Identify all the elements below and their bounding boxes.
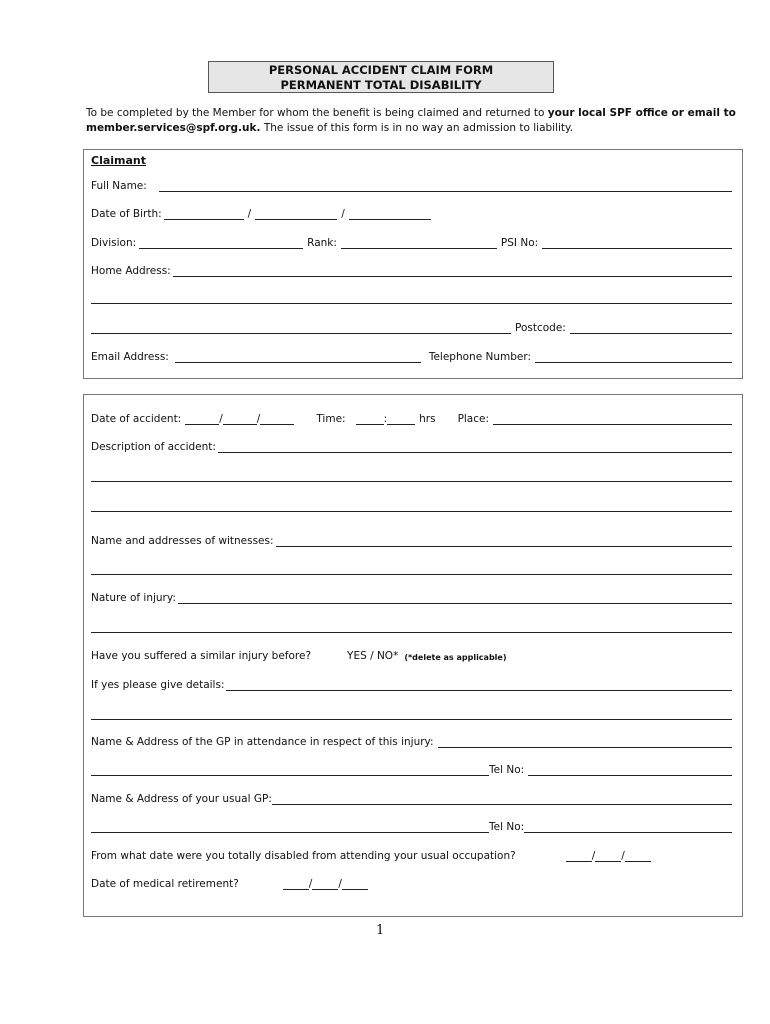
gp-attendance-tel-field[interactable] [528,764,732,776]
full-name-label: Full Name: [91,180,147,192]
email-field[interactable] [175,351,421,363]
home-address-field-3[interactable] [91,322,511,334]
gp-attendance-label: Name & Address of the GP in attendance in respect of this injury: [91,736,434,748]
accident-year-field[interactable] [260,413,294,425]
accident-month-field[interactable] [223,413,257,425]
dob-row [91,204,736,220]
disabled-slash-1: / [591,850,596,862]
disabled-from-row [91,846,736,862]
time-minute-field[interactable] [387,413,415,425]
retirement-day-field[interactable] [283,878,309,890]
accident-date-slash-1: / [219,413,223,425]
claimant-section [83,149,743,379]
gp-usual-field-2[interactable] [91,821,489,833]
details-field-1[interactable] [226,679,732,691]
nature-label: Nature of injury: [91,592,176,604]
time-hour-field[interactable] [356,413,384,425]
intro-part2: The issue of this form is in no way an admission to liability. [260,122,574,134]
dob-year-field[interactable] [349,208,431,220]
gp-usual-tel-field[interactable] [524,821,732,833]
description-field-3[interactable] [91,500,732,512]
hrs-label: hrs [419,413,436,425]
place-label: Place: [457,413,490,425]
email-label: Email Address: [91,351,169,363]
disabled-day-field[interactable] [566,850,592,862]
form-subtitle: PERMANENT TOTAL DISABILITY [280,78,482,92]
description-row [91,437,736,453]
witnesses-field-2[interactable] [91,563,732,575]
gp-usual-field-1[interactable] [272,793,732,805]
similar-injury-row [91,646,736,662]
description-line-3 [91,496,736,512]
delete-note: (*delete as applicable) [404,653,507,662]
nature-field-1[interactable] [178,592,732,604]
details-field-2[interactable] [91,708,732,720]
division-row [91,233,736,249]
place-field[interactable] [493,413,732,425]
form-title: PERSONAL ACCIDENT CLAIM FORM [268,63,494,77]
nature-line-2 [91,617,736,633]
nature-field-2[interactable] [91,621,732,633]
accident-day-field[interactable] [185,413,219,425]
gp-attendance-field-1[interactable] [438,736,732,748]
retirement-slash-1: / [308,878,313,890]
witnesses-field-1[interactable] [276,535,732,547]
retirement-year-field[interactable] [342,878,368,890]
full-name-row [91,176,736,192]
telephone-field[interactable] [535,351,732,363]
time-label: Time: [316,413,346,425]
gp-attendance-row [91,732,736,748]
details-label: If yes please give details: [91,679,225,691]
intro-text [86,106,736,136]
description-field-2[interactable] [91,470,732,482]
dob-label: Date of Birth: [91,208,162,220]
address-line-2-row [91,288,736,304]
accident-date-label: Date of accident: [91,413,182,425]
postcode-row [91,318,736,334]
retirement-month-field[interactable] [312,878,338,890]
dob-slash-1: / [247,208,252,220]
gp-usual-label: Name & Address of your usual GP: [91,793,272,805]
witnesses-label: Name and addresses of witnesses: [91,535,274,547]
home-address-label: Home Address: [91,265,171,277]
dob-day-field[interactable] [164,208,244,220]
dob-slash-2: / [341,208,345,220]
gp-usual-row [91,789,736,805]
postcode-label: Postcode: [515,322,566,334]
disabled-year-field[interactable] [625,850,651,862]
rank-field[interactable] [341,237,497,249]
retirement-row [91,874,736,890]
telephone-label: Telephone Number: [428,351,532,363]
intro-part1: To be completed by the Member for whom the benefit is being claimed and returned to [86,107,548,119]
description-line-2 [91,466,736,482]
gp-usual-tel-label: Tel No: [489,821,525,833]
time-colon: : [383,413,388,425]
retirement-label: Date of medical retirement? [91,878,239,890]
nature-row [91,588,736,604]
page-number: 1 [376,923,385,938]
details-line-2 [91,704,736,720]
division-field[interactable] [139,237,303,249]
accident-date-slash-2: / [256,413,261,425]
witnesses-row [91,531,736,547]
gp-attendance-field-2[interactable] [91,764,489,776]
disabled-from-label: From what date were you totally disabled from attending your usual occupation? [91,850,516,862]
retirement-slash-2: / [338,878,342,890]
division-label: Division: [91,237,137,249]
postcode-field[interactable] [570,322,732,334]
dob-month-field[interactable] [255,208,337,220]
accident-section [83,394,743,917]
full-name-field[interactable] [159,180,732,192]
home-address-row [91,261,736,277]
gp-attendance-tel-label: Tel No: [489,764,525,776]
claimant-heading-row [91,151,736,167]
description-field-1[interactable] [218,441,732,453]
gp-usual-tel-row [91,817,736,833]
yes-no-option[interactable]: YES / NO* [347,650,399,662]
gp-attendance-tel-row [91,760,736,776]
home-address-field-1[interactable] [173,265,732,277]
intro-bold: your local SPF office or email to member.services@spf.org.uk. [86,107,736,134]
description-label: Description of accident: [91,441,216,453]
psi-label: PSI No: [500,237,539,249]
home-address-field-2[interactable] [91,292,732,304]
disabled-month-field[interactable] [595,850,621,862]
rank-label: Rank: [307,237,337,249]
psi-field[interactable] [542,237,732,249]
similar-injury-label: Have you suffered a similar injury before? [91,650,312,662]
witnesses-line-2 [91,559,736,575]
accident-date-row [91,409,736,425]
details-row [91,675,736,691]
form-title-box [208,61,554,93]
contact-row [91,347,736,363]
disabled-slash-2: / [621,850,625,862]
claimant-heading: Claimant [91,154,147,167]
